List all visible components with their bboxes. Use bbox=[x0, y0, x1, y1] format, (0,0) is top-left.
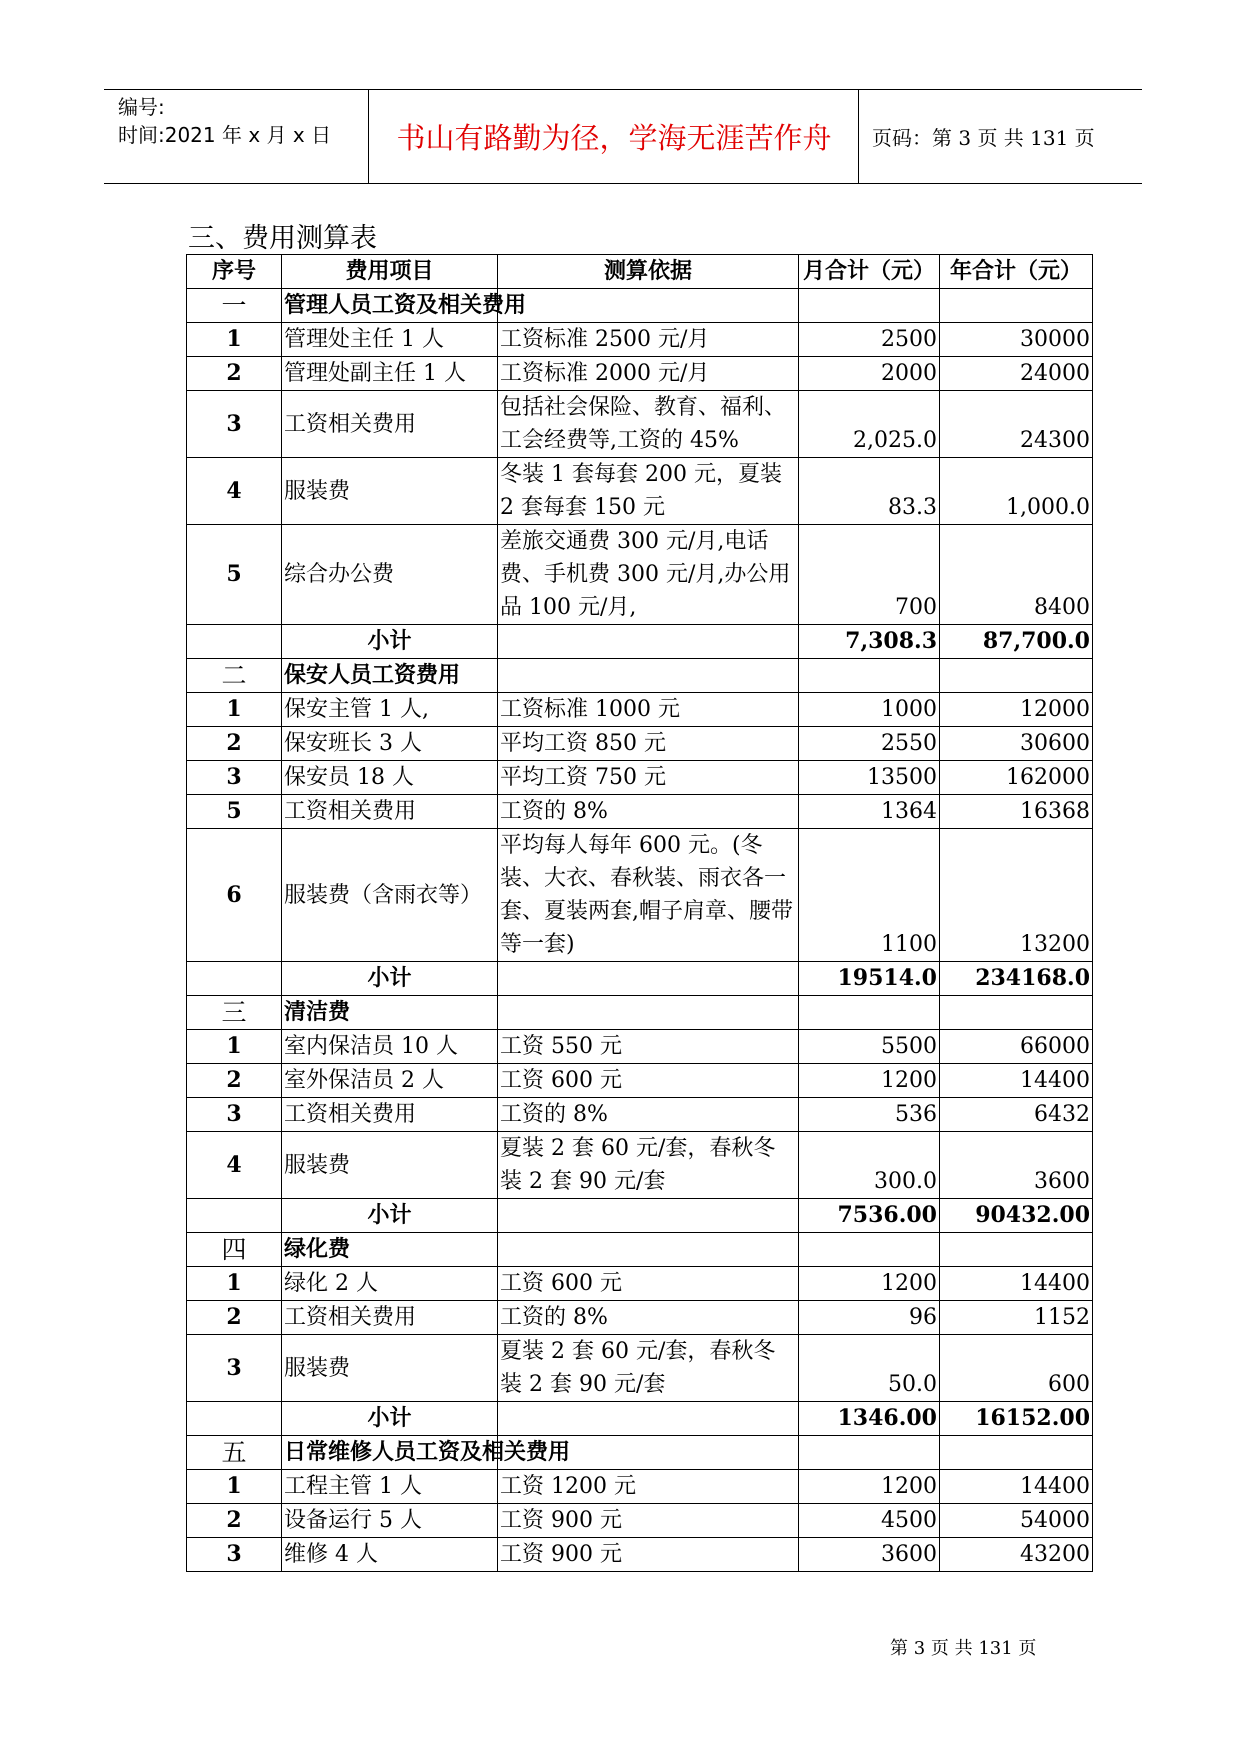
yearly-total: 43200 bbox=[940, 1538, 1093, 1572]
yearly-total: 30600 bbox=[940, 727, 1093, 761]
subtotal-label: 小计 bbox=[282, 1402, 498, 1436]
section-number: 五 bbox=[187, 1436, 282, 1470]
monthly-total: 96 bbox=[799, 1301, 940, 1335]
empty-cell bbox=[187, 1199, 282, 1233]
section-title: 日常维修人员工资及相关费用 bbox=[282, 1436, 498, 1470]
empty-cell bbox=[498, 1233, 799, 1267]
monthly-total: 1100 bbox=[799, 829, 940, 962]
yearly-total: 1,000.0 bbox=[940, 458, 1093, 525]
column-header: 序号 bbox=[187, 255, 282, 289]
monthly-total: 300.0 bbox=[799, 1132, 940, 1199]
calc-basis: 工资的 8% bbox=[498, 795, 799, 829]
empty-cell bbox=[940, 289, 1093, 323]
empty-cell bbox=[498, 1402, 799, 1436]
section-title: 管理人员工资及相关费用 bbox=[282, 289, 498, 323]
yearly-total: 16368 bbox=[940, 795, 1093, 829]
empty-cell bbox=[498, 1199, 799, 1233]
item-name: 工资相关费用 bbox=[282, 1301, 498, 1335]
section-row bbox=[187, 996, 1093, 1030]
row-number: 2 bbox=[187, 1064, 282, 1098]
cost-table-body bbox=[187, 255, 1093, 1572]
table-row bbox=[187, 761, 1093, 795]
empty-cell bbox=[940, 996, 1093, 1030]
empty-cell bbox=[799, 289, 940, 323]
yearly-total: 66000 bbox=[940, 1030, 1093, 1064]
row-number: 4 bbox=[187, 458, 282, 525]
calc-basis: 工资 900 元 bbox=[498, 1538, 799, 1572]
monthly-total: 13500 bbox=[799, 761, 940, 795]
section-title: 三、费用测算表 bbox=[188, 223, 377, 254]
yearly-total: 6432 bbox=[940, 1098, 1093, 1132]
row-number: 2 bbox=[187, 357, 282, 391]
column-header: 测算依据 bbox=[498, 255, 799, 289]
section-title: 清洁费 bbox=[282, 996, 498, 1030]
item-name: 室外保洁员 2 人 bbox=[282, 1064, 498, 1098]
table-row bbox=[187, 323, 1093, 357]
monthly-total: 3600 bbox=[799, 1538, 940, 1572]
section-row bbox=[187, 289, 1093, 323]
empty-cell bbox=[799, 996, 940, 1030]
yearly-total: 162000 bbox=[940, 761, 1093, 795]
calc-basis: 工资标准 1000 元 bbox=[498, 693, 799, 727]
calc-basis: 工资 900 元 bbox=[498, 1504, 799, 1538]
yearly-total: 12000 bbox=[940, 693, 1093, 727]
table-row bbox=[187, 829, 1093, 962]
item-name: 保安主管 1 人, bbox=[282, 693, 498, 727]
table-row bbox=[187, 693, 1093, 727]
item-name: 服装费（含雨衣等） bbox=[282, 829, 498, 962]
yearly-total: 54000 bbox=[940, 1504, 1093, 1538]
table-row bbox=[187, 727, 1093, 761]
table-row bbox=[187, 1064, 1093, 1098]
table-row bbox=[187, 458, 1093, 525]
calc-basis: 包括社会保险、教育、福利、工会经费等,工资的 45% bbox=[498, 391, 799, 458]
subtotal-yearly: 16152.00 bbox=[940, 1402, 1093, 1436]
table-row bbox=[187, 1030, 1093, 1064]
empty-cell bbox=[187, 962, 282, 996]
subtotal-label: 小计 bbox=[282, 962, 498, 996]
yearly-total: 1152 bbox=[940, 1301, 1093, 1335]
row-number: 2 bbox=[187, 727, 282, 761]
calc-basis: 差旅交通费 300 元/月,电话费、手机费 300 元/月,办公用品 100 元/月, bbox=[498, 525, 799, 625]
monthly-total: 536 bbox=[799, 1098, 940, 1132]
monthly-total: 83.3 bbox=[799, 458, 940, 525]
monthly-total: 2,025.0 bbox=[799, 391, 940, 458]
subtotal-label: 小计 bbox=[282, 625, 498, 659]
table-row bbox=[187, 1098, 1093, 1132]
section-row bbox=[187, 1436, 1093, 1470]
row-number: 1 bbox=[187, 1030, 282, 1064]
subtotal-label: 小计 bbox=[282, 1199, 498, 1233]
empty-cell bbox=[940, 1233, 1093, 1267]
section-number: 四 bbox=[187, 1233, 282, 1267]
item-name: 服装费 bbox=[282, 1132, 498, 1199]
monthly-total: 1200 bbox=[799, 1267, 940, 1301]
table-header-row bbox=[187, 255, 1093, 289]
empty-cell bbox=[498, 625, 799, 659]
subtotal-yearly: 234168.0 bbox=[940, 962, 1093, 996]
header-meta bbox=[118, 90, 363, 183]
monthly-total: 2000 bbox=[799, 357, 940, 391]
table-row bbox=[187, 1470, 1093, 1504]
subtotal-monthly: 7,308.3 bbox=[799, 625, 940, 659]
empty-cell bbox=[799, 1233, 940, 1267]
yearly-total: 24300 bbox=[940, 391, 1093, 458]
table-row bbox=[187, 1301, 1093, 1335]
calc-basis: 工资的 8% bbox=[498, 1301, 799, 1335]
item-name: 服装费 bbox=[282, 458, 498, 525]
calc-basis: 工资标准 2500 元/月 bbox=[498, 323, 799, 357]
monthly-total: 2500 bbox=[799, 323, 940, 357]
row-number: 3 bbox=[187, 761, 282, 795]
item-name: 工资相关费用 bbox=[282, 1098, 498, 1132]
item-name: 保安员 18 人 bbox=[282, 761, 498, 795]
calc-basis: 夏装 2 套 60 元/套，春秋冬装 2 套 90 元/套 bbox=[498, 1335, 799, 1402]
calc-basis: 平均工资 750 元 bbox=[498, 761, 799, 795]
section-title: 保安人员工资费用 bbox=[282, 659, 498, 693]
subtotal-yearly: 87,700.0 bbox=[940, 625, 1093, 659]
item-name: 工资相关费用 bbox=[282, 391, 498, 458]
subtotal-row bbox=[187, 1402, 1093, 1436]
row-number: 3 bbox=[187, 1538, 282, 1572]
table-row bbox=[187, 1538, 1093, 1572]
subtotal-row bbox=[187, 962, 1093, 996]
section-title: 绿化费 bbox=[282, 1233, 498, 1267]
row-number: 2 bbox=[187, 1504, 282, 1538]
calc-basis: 平均工资 850 元 bbox=[498, 727, 799, 761]
yearly-total: 14400 bbox=[940, 1470, 1093, 1504]
yearly-total: 8400 bbox=[940, 525, 1093, 625]
empty-cell bbox=[498, 289, 799, 323]
empty-cell bbox=[799, 659, 940, 693]
section-number: 二 bbox=[187, 659, 282, 693]
monthly-total: 50.0 bbox=[799, 1335, 940, 1402]
monthly-total: 4500 bbox=[799, 1504, 940, 1538]
subtotal-yearly: 90432.00 bbox=[940, 1199, 1093, 1233]
serial-label: 编号: bbox=[118, 95, 165, 119]
empty-cell bbox=[498, 962, 799, 996]
table-row bbox=[187, 1267, 1093, 1301]
section-row bbox=[187, 659, 1093, 693]
subtotal-monthly: 19514.0 bbox=[799, 962, 940, 996]
row-number: 6 bbox=[187, 829, 282, 962]
row-number: 3 bbox=[187, 391, 282, 458]
row-number: 1 bbox=[187, 1267, 282, 1301]
row-number: 1 bbox=[187, 1470, 282, 1504]
header-divider bbox=[368, 90, 369, 183]
page-footer: 第 3 页 共 131 页 bbox=[890, 1638, 1037, 1659]
item-name: 保安班长 3 人 bbox=[282, 727, 498, 761]
column-header: 月合计（元） bbox=[799, 255, 940, 289]
calc-basis: 工资的 8% bbox=[498, 1098, 799, 1132]
row-number: 4 bbox=[187, 1132, 282, 1199]
yearly-total: 30000 bbox=[940, 323, 1093, 357]
item-name: 设备运行 5 人 bbox=[282, 1504, 498, 1538]
subtotal-row bbox=[187, 625, 1093, 659]
monthly-total: 1000 bbox=[799, 693, 940, 727]
row-number: 5 bbox=[187, 795, 282, 829]
table-row bbox=[187, 1504, 1093, 1538]
row-number: 3 bbox=[187, 1335, 282, 1402]
empty-cell bbox=[940, 1436, 1093, 1470]
calc-basis: 冬装 1 套每套 200 元，夏装 2 套每套 150 元 bbox=[498, 458, 799, 525]
item-name: 维修 4 人 bbox=[282, 1538, 498, 1572]
empty-cell bbox=[498, 659, 799, 693]
header-motto: 书山有路勤为径，学海无涯苦作舟 bbox=[396, 121, 832, 155]
monthly-total: 700 bbox=[799, 525, 940, 625]
calc-basis: 平均每人每年 600 元。(冬装、大衣、春秋装、雨衣各一套、夏装两套,帽子肩章、腰带等一套) bbox=[498, 829, 799, 962]
column-header: 费用项目 bbox=[282, 255, 498, 289]
calc-basis: 工资 600 元 bbox=[498, 1064, 799, 1098]
calc-basis: 工资 600 元 bbox=[498, 1267, 799, 1301]
subtotal-monthly: 1346.00 bbox=[799, 1402, 940, 1436]
header-divider bbox=[858, 90, 859, 183]
monthly-total: 1200 bbox=[799, 1064, 940, 1098]
monthly-total: 2550 bbox=[799, 727, 940, 761]
subtotal-row bbox=[187, 1199, 1093, 1233]
yearly-total: 13200 bbox=[940, 829, 1093, 962]
calc-basis: 工资 1200 元 bbox=[498, 1470, 799, 1504]
item-name: 服装费 bbox=[282, 1335, 498, 1402]
calc-basis: 夏装 2 套 60 元/套，春秋冬装 2 套 90 元/套 bbox=[498, 1132, 799, 1199]
item-name: 室内保洁员 10 人 bbox=[282, 1030, 498, 1064]
yearly-total: 14400 bbox=[940, 1267, 1093, 1301]
table-row bbox=[187, 795, 1093, 829]
row-number: 1 bbox=[187, 693, 282, 727]
empty-cell bbox=[799, 1436, 940, 1470]
row-number: 1 bbox=[187, 323, 282, 357]
item-name: 管理处主任 1 人 bbox=[282, 323, 498, 357]
section-row bbox=[187, 1233, 1093, 1267]
item-name: 工资相关费用 bbox=[282, 795, 498, 829]
subtotal-monthly: 7536.00 bbox=[799, 1199, 940, 1233]
time-label: 时间:2021 年 x 月 x 日 bbox=[118, 123, 332, 147]
item-name: 综合办公费 bbox=[282, 525, 498, 625]
row-number: 5 bbox=[187, 525, 282, 625]
header-page-number: 页码：第 3 页 共 131 页 bbox=[872, 126, 1095, 150]
monthly-total: 1200 bbox=[799, 1470, 940, 1504]
page-header bbox=[104, 89, 1142, 184]
table-row bbox=[187, 1132, 1093, 1199]
row-number: 3 bbox=[187, 1098, 282, 1132]
column-header: 年合计（元） bbox=[940, 255, 1093, 289]
cost-table bbox=[186, 254, 1093, 1572]
table-row bbox=[187, 357, 1093, 391]
yearly-total: 24000 bbox=[940, 357, 1093, 391]
monthly-total: 5500 bbox=[799, 1030, 940, 1064]
table-row bbox=[187, 1335, 1093, 1402]
item-name: 工程主管 1 人 bbox=[282, 1470, 498, 1504]
monthly-total: 1364 bbox=[799, 795, 940, 829]
table-row bbox=[187, 525, 1093, 625]
empty-cell bbox=[187, 1402, 282, 1436]
yearly-total: 3600 bbox=[940, 1132, 1093, 1199]
calc-basis: 工资 550 元 bbox=[498, 1030, 799, 1064]
empty-cell bbox=[187, 625, 282, 659]
item-name: 绿化 2 人 bbox=[282, 1267, 498, 1301]
empty-cell bbox=[498, 996, 799, 1030]
yearly-total: 14400 bbox=[940, 1064, 1093, 1098]
yearly-total: 600 bbox=[940, 1335, 1093, 1402]
calc-basis: 工资标准 2000 元/月 bbox=[498, 357, 799, 391]
section-number: 一 bbox=[187, 289, 282, 323]
empty-cell bbox=[940, 659, 1093, 693]
item-name: 管理处副主任 1 人 bbox=[282, 357, 498, 391]
table-row bbox=[187, 391, 1093, 458]
section-number: 三 bbox=[187, 996, 282, 1030]
row-number: 2 bbox=[187, 1301, 282, 1335]
